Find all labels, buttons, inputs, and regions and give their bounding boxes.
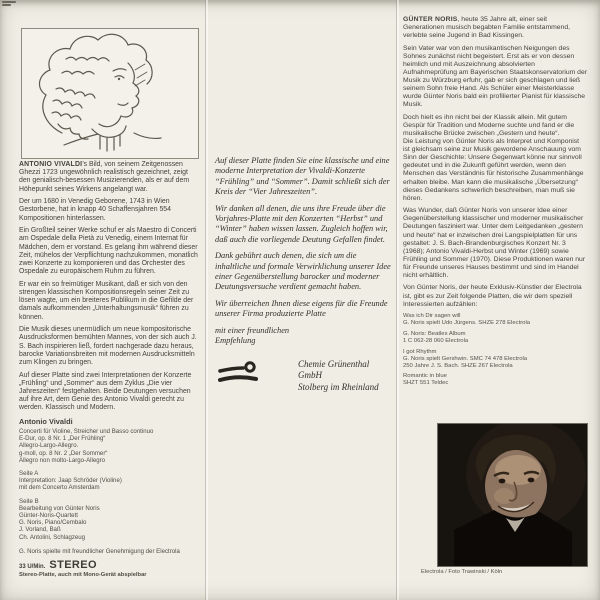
credit-line: Günter-Noris-Quartett	[19, 512, 78, 520]
credit-line: G. Noris, Piano/Cembalo	[19, 519, 87, 527]
disco-group	[403, 349, 587, 370]
disco-line: SHZT 551 Teldec	[403, 380, 449, 387]
paragraph: Wir überreichen Ihnen diese eigens für die Freunde unserer Firma produzierte Platte	[215, 298, 388, 319]
company-name-block	[298, 359, 392, 394]
paragraph: Von Günter Noris, der heute Exklusiv-Künstler der Electrola ist, gibt es zur Zeit folgende Platten, die wir dem speziell Interessierten aufzählen:	[403, 284, 582, 308]
credit-line: Ch. Antolini, Schlagzeug	[19, 533, 86, 541]
tracklist	[19, 417, 200, 464]
disco-line: G. Noris spielt Gershwin. SMC 74 478 Electrola	[403, 355, 528, 362]
gruenenthal-scales-icon	[217, 361, 259, 385]
credit-line: Seite A	[19, 470, 39, 478]
noris-intro-paragraph: GÜNTER NORIS, heute 35 Jahre alt, einer seit Generationen musisch begabten Familie entstammend, verlebte seine Jugend in Bad Kissingen.	[403, 16, 570, 40]
credit-line: Interpretation: Jaap Schröder (Violine)	[19, 477, 122, 485]
vivaldi-portrait	[21, 28, 199, 159]
tracklist-line: Allegro non molto-Largo-Allegro	[19, 456, 106, 464]
disco-line: G. Noris: Beatles Album	[403, 330, 466, 337]
credit-line: Seite B	[19, 497, 39, 505]
speed-label: 33 U/Min.	[19, 564, 46, 570]
company-signature	[215, 359, 392, 399]
paragraph: Doch hielt es ihn nicht bei der Klassik allein. Mit gutem Gespür für Tradition und Moderne suchte und fand er die musikalische Brücke zwischen „Gestern und heute“.	[403, 113, 575, 137]
credit-line: Bearbeitung von Günter Noris	[19, 504, 100, 512]
paragraph: Ein Großteil seiner Werke schuf er als Maestro di Concerti am Ospedale della Pietà zu Venedig, einem Internat für Mädchen, dem er vorstand. Es gelang ihm während dieser Zeit, mühelos der Verpflichtung nachzukommen, monatlich zwei Konzerte zu komponieren und das Orchester des Ospedale zu europäischem Ruhm zu führen.	[19, 227, 198, 276]
paragraph: Der um 1680 in Venedig Geborene, 1743 in Wien Gestorbene, hat in knapp 40 Schaffensjahren 554 Kompositionen hinterlassen.	[19, 198, 171, 222]
credit-line: mit dem Concerto Amsterdam	[19, 484, 100, 492]
middle-column	[215, 156, 392, 399]
paragraph: Sein Vater war von den musikantischen Neigungen des Sohnes zunächst nicht begeistert. Erst als er von dessen heimlich und mit Auszeichnung absolvierten Aufnahmeprüfung am Bayerischen Staatskonservatorium der Musik zu Würzburg erfuhr, gab er sich geschlagen und ließ seinem Sohn freie Hand. Als Schüler einer Meisterklasse wurde Günter Noris bald ein profilierter Pianist für klassische Musik.	[403, 44, 587, 109]
left-column	[19, 161, 200, 555]
disco-group	[403, 331, 587, 345]
disco-group	[403, 313, 587, 327]
noris-portrait-photo	[438, 424, 587, 566]
stereo-row	[19, 559, 147, 571]
paragraph: Wir danken all denen, die uns ihre Freude über die Vorjahres-Platte mit den Konzerten “Herbst” und “Winter” haben wissen lassen. Zugleich hoffen wir, daß auch die vorliegende Deutung Gefallen findet.	[215, 203, 388, 244]
disco-line: Was ich Dir sagen will	[403, 313, 461, 320]
disco-line: Romantic in blue	[403, 373, 447, 380]
paragraph: Dank gebührt auch denen, die sich um die inhaltliche und formale Verwirklichung unserer Idee einer Gegenüberstellung barocker und moderner Deutungsversuche verdient gemacht haben.	[215, 251, 391, 292]
vivaldi-name: ANTONIO VIVALDI	[19, 161, 83, 168]
permission-note: G. Noris spielte mit freundlicher Genehmigung der Electrola	[19, 547, 180, 555]
stereo-label: STEREO	[49, 559, 97, 571]
scan-artifact	[2, 1, 16, 8]
paragraph: Die Musik dieses unermüdlich um neue kompositorische Ausdrucksformen bemühten Mannes, von der sich auch J. S. Bach inspirieren ließ, fordert nachgerade dazu heraus, barocke Variationsbreiten mit modernen Ausdrucksmitteln zum Klingen zu bringen.	[19, 326, 197, 367]
tracklist-heading: Antonio Vivaldi	[19, 417, 73, 427]
vivaldi-intro-paragraph: ANTONIO VIVALDI’s Bild, von seinem Zeitgenossen Ghezzi 1723 ungewöhnlich realistisch gezeichnet, zeigt den genialisch-besessen Musizierenden, als er auf dem Höhepunkt seines Wirkens angelangt war.	[19, 161, 190, 193]
noris-name: GÜNTER NORIS	[403, 16, 458, 23]
tracklist-line: E-Dur, op. 8 Nr. 1 „Der Frühling“	[19, 435, 106, 443]
fold-crease-right	[396, 0, 397, 600]
fold-crease-left	[205, 0, 206, 600]
right-column	[403, 16, 587, 391]
side-a-credits	[19, 470, 200, 492]
tracklist-lines	[19, 428, 200, 464]
disco-line: I got Rhythm	[403, 348, 437, 355]
tracklist-line: g-moll, op. 8 Nr. 2 „Der Sommer“	[19, 449, 108, 457]
credit-line: J. Vorland, Baß	[19, 526, 61, 534]
discography-list	[403, 313, 587, 387]
company-name: Chemie Grünenthal GmbH	[298, 358, 370, 380]
paragraph: Auf dieser Platte finden Sie eine klassische und eine moderne Interpretation der Vivaldi-Konzerte “Frühling” und “Sommer”. Damit schließt sich der Kreis der “Vier Jahreszeiten”.	[215, 156, 390, 197]
photo-caption: Electrola / Foto Trawinski / Köln	[421, 569, 503, 575]
tracklist-line: Concerti für Violine, Streicher und Basso continuo	[19, 428, 154, 436]
mono-note: Stereo-Platte, auch mit Mono-Gerät abspielbar	[19, 572, 147, 578]
closing-salutation: mit einer freundlichen Empfehlung	[215, 325, 290, 346]
disco-group	[403, 373, 587, 387]
paragraph: Er war ein so freimütiger Musikant, daß er sich von den strengen klassischen Kompositionsregeln seiner Zeit zu lösen wagte, um ein breiteres Publikum in die Gefilde der damals aufkommenden „Unterhaltungsmusik“ führen zu können.	[19, 280, 194, 321]
stereo-block	[19, 559, 147, 578]
disco-line: G. Noris spielt Udo Jürgens. SHZE 278 Electrola	[403, 320, 531, 327]
paragraph: Was Wunder, daß Günter Noris von unserer Idee einer Gegenüberstellung klassischer und moderner musikalischer Deutungen fasziniert war. Unter dem Leitgedanken „gestern und heute“ hat er inzwischen drei Langspielplatten für uns gestaltet: J. S. Bach-Brandenburgisches Konzert Nr. 3 (1968); Antonio Vivaldi-Herbst und Winter (1969) sowie Frühling und Sommer (1970). Diese Produktionen waren nur für Freunde unseres Hauses bestimmt und sind im Handel nicht erhältlich.	[403, 207, 586, 279]
disco-line: 250 Jahre J. S. Bach. SHZE 267 Electrola	[403, 362, 513, 369]
paragraph: Die Leistung von Günter Noris als Interpret und Komponist ist gleichsam seine zur Musik gewordene Anschauung vom Sinn der Geschichte: Unsere Gegenwart könne nur sinnvoll gedeutet und in die Zukunft geführt werden, wenn den Menschen das Verständnis für historische Zusammenhänge erhalten bleibe. Man kann die musikalische „Übersetzung“ dieses Gedankens schwerlich beschreiben, man muß sie hören.	[403, 138, 584, 202]
vivaldi-sketch-icon	[22, 29, 198, 158]
side-b-credits	[19, 498, 200, 541]
noris-photo	[437, 423, 588, 567]
tracklist-line: Allegro-Largo-Allegro.	[19, 442, 79, 450]
paragraph: Auf dieser Platte sind zwei Interpretationen der Konzerte „Frühling“ und „Sommer“ aus dem Zyklus „Die vier Jahreszeiten“ festgehalten. Beide Deutungen versuchen auf ihre Art, dem Genie des Antonio Vivaldi gerecht zu werden. Klassisch und Modern.	[19, 371, 192, 412]
disco-line: 1 C 062-28 060 Electrola	[403, 337, 469, 344]
company-city: Stolberg im Rheinland	[298, 381, 379, 392]
